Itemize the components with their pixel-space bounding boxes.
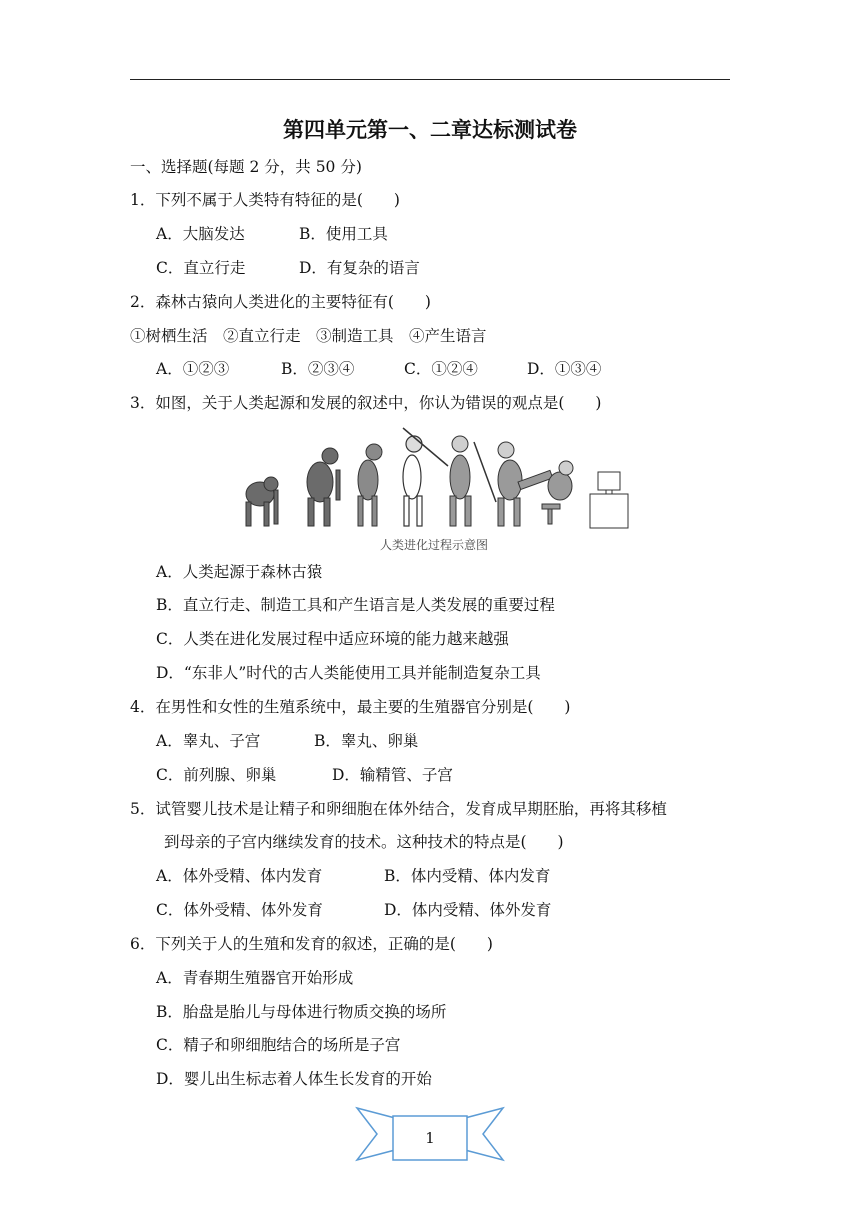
question-4-option-a: A．睾丸、子宫 <box>156 732 261 750</box>
question-3-option-a: A．人类起源于森林古猿 <box>156 563 323 581</box>
human-evolution-figure <box>238 422 630 532</box>
figure-caption: 人类进化过程示意图 <box>379 538 488 552</box>
question-3-option-c: C．人类在进化发展过程中适应环境的能力越来越强 <box>156 630 509 648</box>
question-2-items: ①树栖生活 ②直立行走 ③制造工具 ④产生语言 <box>130 327 487 345</box>
early-hominid-silhouette <box>307 448 340 526</box>
question-5-option-d: D．体内受精、体外发育 <box>384 901 552 919</box>
header-rule <box>130 79 730 80</box>
question-4-option-c: C．前列腺、卵巢 <box>156 766 277 784</box>
question-5-stem-line-2: 到母亲的子宫内继续发育的技术。这种技术的特点是( ) <box>164 833 564 851</box>
question-1-option-d: D．有复杂的语言 <box>299 259 420 277</box>
page-number: 1 <box>425 1129 435 1147</box>
question-4-option-d: D．输精管、子宫 <box>332 766 453 784</box>
question-1-option-c: C．直立行走 <box>156 259 246 277</box>
computer-user-silhouette <box>542 461 573 524</box>
question-4-option-b: B．睾丸、卵巢 <box>314 732 419 750</box>
desk-computer <box>590 472 628 528</box>
question-2-option-a: A．①②③ <box>156 360 230 378</box>
australopith-silhouette <box>358 444 382 526</box>
question-6-option-d: D．婴儿出生标志着人体生长发育的开始 <box>156 1070 432 1088</box>
question-1-option-a: A．大脑发达 <box>156 225 245 243</box>
question-6-option-c: C．精子和卵细胞结合的场所是子宫 <box>156 1036 401 1054</box>
section-heading: 一、选择题(每题 2 分，共 50 分) <box>130 158 362 176</box>
ape-silhouette <box>246 477 278 526</box>
question-1-stem: 1．下列不属于人类特有特征的是( ) <box>130 191 400 209</box>
question-1-option-b: B．使用工具 <box>299 225 388 243</box>
question-3-option-d: D．“东非人”时代的古人类能使用工具并能制造复杂工具 <box>156 664 541 682</box>
question-2-option-c: C．①②④ <box>404 360 478 378</box>
question-2-stem: 2．森林古猿向人类进化的主要特征有( ) <box>130 293 431 311</box>
question-3-stem: 3．如图，关于人类起源和发展的叙述中，你认为错误的观点是( ) <box>130 394 602 412</box>
homo-sapiens-silhouette <box>450 436 496 526</box>
question-5-option-a: A．体外受精、体内发育 <box>156 867 323 885</box>
homo-erectus-silhouette <box>403 428 448 526</box>
question-6-stem: 6．下列关于人的生殖和发育的叙述，正确的是( ) <box>130 935 493 953</box>
question-5-option-b: B．体内受精、体内发育 <box>384 867 551 885</box>
page-title: 第四单元第一、二章达标测试卷 <box>283 118 577 142</box>
question-6-option-b: B．胎盘是胎儿与母体进行物质交换的场所 <box>156 1003 447 1021</box>
question-2-option-b: B．②③④ <box>281 360 355 378</box>
question-6-option-a: A．青春期生殖器官开始形成 <box>156 969 354 987</box>
question-4-stem: 4．在男性和女性的生殖系统中，最主要的生殖器官分别是( ) <box>130 698 571 716</box>
worker-silhouette <box>498 442 553 526</box>
question-5-stem-line-1: 5．试管婴儿技术是让精子和卵细胞在体外结合，发育成早期胚胎，再将其移植 <box>130 800 667 818</box>
question-3-option-b: B．直立行走、制造工具和产生语言是人类发展的重要过程 <box>156 596 555 614</box>
question-2-option-d: D．①③④ <box>527 360 602 378</box>
question-5-option-c: C．体外受精、体外发育 <box>156 901 323 919</box>
